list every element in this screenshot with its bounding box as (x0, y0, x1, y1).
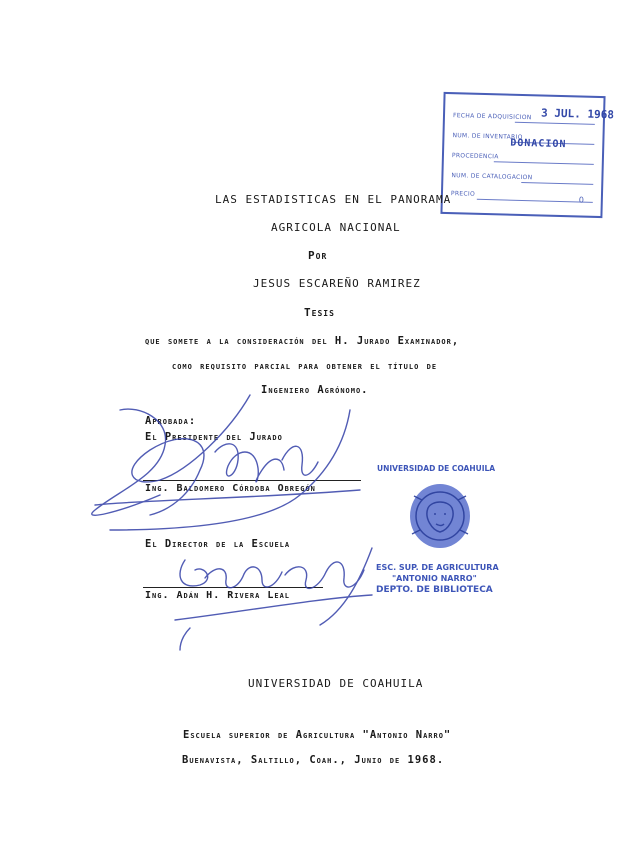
por-label: Por (308, 249, 328, 262)
director-signature-line (143, 587, 323, 588)
director-label: El Director de la Escuela (145, 538, 291, 550)
stamp-inventory-label: NUM. DE INVENTARIO (452, 132, 523, 141)
library-seal-emblem (402, 478, 482, 558)
author-name: JESUS ESCAREÑO RAMIREZ (253, 277, 421, 290)
statement-line-3: Ingeniero Agrónomo. (261, 384, 369, 396)
title-line-1: LAS ESTADISTICAS EN EL PANORAMA (215, 193, 452, 206)
stamp-acquisition-date-value: 3 JUL. 1968 (540, 106, 615, 122)
seal-university: UNIVERSIDAD DE COAHUILA (377, 464, 496, 473)
title-line-2: AGRICOLA NACIONAL (271, 221, 401, 234)
president-label: El Presidente del Jurado (145, 431, 283, 443)
stamp-catalog-label: NUM. DE CATALOGACION (451, 172, 533, 182)
acquisition-stamp (440, 92, 615, 218)
stamp-acquisition-date-label: FECHA DE ADQUISICION (452, 112, 532, 122)
director-name: Ing. Adán H. Rivera Leal (145, 590, 291, 601)
footer-school: Escuela superior de Agricultura "Antonio Narro" (183, 729, 452, 741)
president-signature-line (143, 480, 361, 481)
statement-line-2: como requisito parcial para obtener el título de (172, 360, 438, 372)
approval-label: Aprobada: (145, 415, 197, 427)
stamp-price-mark: 0 (578, 195, 585, 205)
seal-line-2: "ANTONIO NARRO" (392, 574, 477, 583)
tesis-label: Tesis (304, 306, 335, 319)
statement-line-1: que somete a la consideración del H. Jurado Examinador, (145, 335, 460, 347)
seal-line-1: ESC. SUP. DE AGRICULTURA (376, 563, 499, 572)
footer-place-date: Buenavista, Saltillo, Coah., Junio de 1968. (182, 754, 445, 766)
stamp-origin-label: PROCEDENCIA (451, 152, 499, 161)
footer-university: UNIVERSIDAD DE COAHUILA (248, 677, 424, 690)
stamp-price-label: PRECIO (450, 190, 476, 198)
stamp-inventory-value: DONACION (510, 137, 567, 151)
seal-line-3: DEPTO. DE BIBLIOTECA (376, 585, 493, 595)
president-name: Ing. Baldomero Córdoba Obregón (145, 483, 316, 494)
